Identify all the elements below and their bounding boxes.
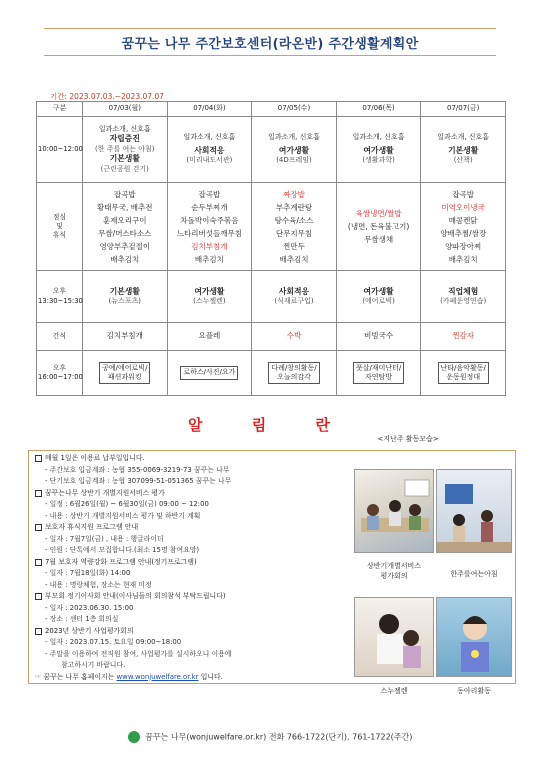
schedule-cell [336, 271, 421, 323]
menu-item: 배추김치 [194, 254, 224, 264]
notice-line: - 내용 : 명랑체험, 장소는 현재 미정 [45, 580, 152, 589]
checkbox-icon [35, 593, 42, 600]
page-title-text: 꿈꾸는 나무 주간보호센터(라온반) 주간생활계획안 [121, 36, 419, 52]
cell-line: (뉴스포츠) [108, 297, 142, 306]
checkbox-icon [35, 490, 42, 497]
cell-line: 풋살/재미난터/ [355, 363, 402, 372]
menu-item: 찐만두 [283, 241, 305, 251]
cell-line: 난타/음악활동/ [440, 363, 486, 372]
photo-morning-opening [436, 469, 512, 553]
checkbox-icon [35, 628, 42, 635]
cell-line: 기본생활 [109, 154, 140, 164]
row-label-line: 16:00~17:00 [38, 373, 83, 381]
col-header: 07/03(월) [83, 102, 168, 117]
cell-line: (생활과학) [362, 156, 395, 165]
notice-title: 알 림 란 [188, 416, 352, 434]
notice-line: - 일자 : 2023.07.15. 토요일 09:00~18:00 [45, 638, 182, 646]
snack-cell: 김치부침개 [83, 323, 168, 351]
cell-line: 여가생활 [363, 286, 394, 296]
menu-item: 훈제오리구이 [103, 215, 147, 225]
program-box [268, 362, 319, 385]
checkbox-icon [35, 455, 42, 462]
afternoon1-row [37, 271, 506, 323]
menu-item: 배추김치 [448, 254, 478, 264]
cell-line: (4D프레임) [276, 156, 312, 165]
photo-caption: 동아리활동 [457, 687, 491, 695]
col-header: 07/05(수) [252, 102, 337, 117]
notice-item-head: 부모회 정기이사회 안내(이사님들의 회의참석 부탁드립니다) [35, 591, 365, 603]
menu-cell [83, 183, 168, 271]
menu-cell [421, 183, 506, 271]
schedule-cell [252, 271, 337, 323]
program-cell [167, 351, 252, 396]
center-logo-icon [128, 731, 140, 743]
program-cell [83, 351, 168, 396]
notice-item-head: 매월 1일은 이용료 납부일입니다. [35, 453, 365, 465]
homepage-line: ☞ 꿈꾸는 나무 홈페이지는 www.wonjuwelfare.or.kr 입니다. [35, 672, 223, 681]
cell-line: (에어로빅) [362, 297, 395, 306]
notice-line: - 인원 : 단톡에서 모집합니다.(최소 15명 참여요망) [45, 546, 200, 554]
photo-caption: 스누젤렌 [380, 687, 408, 695]
menu-item: 배추김치 [110, 254, 140, 264]
notice-line: 참고하시기 바랍니다. [61, 661, 126, 669]
col-header: 07/04(화) [167, 102, 252, 117]
menu-item: 잡곡밥 [113, 189, 136, 199]
cell-line: (미리내도서관) [186, 156, 233, 165]
row-label: 간식 [37, 323, 83, 351]
cell-line: 패션과워킹 [107, 373, 142, 381]
notice-box [28, 450, 516, 695]
cell-line: (식재료구입) [274, 297, 314, 306]
menu-item: 미역오이냉국 [441, 202, 485, 212]
cell-line: 여가생활 [194, 286, 225, 296]
schedule-cell [83, 117, 168, 183]
photo-evaluation-meeting [354, 469, 434, 553]
notice-line: - 일정 : 6월26일(월) ~ 6월30일(금) 09:00 ~ 12:00 [45, 500, 209, 508]
page-title [44, 28, 496, 56]
cell-line: 일과소개, 신호흡 [268, 133, 320, 142]
program-cell [421, 351, 506, 396]
menu-item: 무쌈/머스타소스 [98, 228, 152, 238]
menu-item: (냉면, 돈육불고기) [347, 222, 410, 231]
row-label-line: 및 [56, 221, 63, 230]
morning-row [37, 117, 506, 183]
menu-item: 잡곡밥 [452, 189, 475, 199]
menu-item: 영양부추겉절이 [99, 241, 151, 251]
cell-line: 일과소개, 신호흡 [437, 133, 490, 142]
cell-line: 사회적응 [278, 286, 310, 296]
row-label [37, 271, 83, 323]
row-label: 10:00~12:00 [37, 117, 83, 183]
program-box [99, 362, 150, 385]
menu-item: 양파장아찌 [445, 241, 482, 251]
footer [0, 731, 540, 743]
schedule-cell [336, 117, 421, 183]
cell-line: 공예/에어로빅/ [102, 363, 148, 372]
notice-item-head: 꿈꾸는나무 상반기 개별지원서비스 평가 [35, 488, 365, 500]
row-label-line: 휴식 [52, 231, 67, 240]
menu-cell [167, 183, 252, 271]
cell-line: 오늘의감각 [277, 373, 311, 381]
row-label-line: 13:30~15:30 [38, 296, 83, 305]
cell-line: 일과소개, 신호흡 [352, 133, 405, 142]
menu-item: 매콤켄닭 [448, 215, 478, 225]
snack-row [37, 323, 506, 351]
menu-item: 단무지무침 [275, 228, 313, 238]
row-label [37, 183, 83, 271]
schedule-cell [421, 117, 506, 183]
photo-caption: 상반기개별서비스 평가회의 [366, 562, 422, 580]
snack-cell: 요플레 [167, 323, 252, 351]
menu-cell [336, 183, 421, 271]
menu-item: 육쌈냉면/쌀밥 [355, 209, 402, 218]
cell-line: (근린공원 걷기) [100, 164, 149, 173]
schedule-header-row [37, 102, 506, 117]
notice-line: - 주간보호 입금계좌 : 농협 355-0069-3219-73 꿈꾸는 나무 [45, 465, 230, 474]
menu-item: 부추계란탕 [275, 202, 313, 212]
cell-line: 운동원정대 [446, 373, 481, 381]
lunch-row [37, 183, 506, 271]
menu-item: 느타리버섯들깨무침 [176, 228, 242, 238]
notice-line: - 일자 : 7월7일(금) , 내용 : 행글라이더 [45, 534, 164, 543]
program-box [438, 362, 489, 385]
schedule-cell [421, 271, 506, 323]
snack-cell: 비빔국수 [336, 323, 421, 351]
menu-item: 배추김치 [279, 254, 309, 264]
schedule-period: 기간: 2023.07.03.~2023.07.07 [50, 92, 164, 101]
menu-item: 무쌈생채 [364, 235, 394, 244]
menu-item: 황태무국, 배추전 [97, 202, 153, 212]
cell-line: 일과소개, 신호흡 [98, 124, 151, 133]
weekly-schedule-table [36, 101, 506, 396]
menu-item: 짜장밥 [283, 189, 305, 199]
schedule-cell [167, 271, 252, 323]
col-header: 구분 [37, 102, 83, 117]
checkbox-icon [35, 524, 42, 531]
cell-line: 사회적응 [194, 145, 225, 155]
photo-caption: 한주를여는아침 [450, 570, 498, 578]
notice-line: - 단기보호 입금계좌 : 농협 307099-51-051365 꿈꾸는 나무 [45, 477, 232, 485]
row-label-line: 오후 [52, 363, 67, 372]
snack-cell: 수박 [252, 323, 337, 351]
afternoon2-row [37, 351, 506, 396]
col-header: 07/06(목) [336, 102, 421, 117]
menu-cell [252, 183, 337, 271]
notice-line: - 일자 : 7월18일(화) 14:00 [45, 569, 131, 577]
menu-item: 탕수육/소스 [274, 215, 314, 225]
cell-line: 기본생활 [109, 286, 140, 296]
menu-item: 김치부침개 [191, 241, 228, 251]
program-cell [336, 351, 421, 396]
notice-item-head: 보호자 휴식지원 프로그램 안내 [35, 522, 365, 534]
menu-item: 순두부찌개 [191, 202, 228, 212]
schedule-cell [83, 271, 168, 323]
notice-line: - 주말을 이용하여 전직원 참여, 사업평가를 실시하오니 이용에 [45, 649, 232, 658]
cell-line: 직업체험 [448, 286, 479, 296]
footer-text: 꿈꾸는 나무(wonjuwelfare.or.kr) 전화 766-1722(단기), 761-1722(주간) [145, 732, 413, 742]
program-cell [252, 351, 337, 396]
cell-line: (스누젤렌) [193, 297, 226, 306]
checkbox-icon [35, 559, 42, 566]
row-label-line: 점심 [52, 212, 67, 221]
snack-cell: 찐감자 [421, 323, 506, 351]
col-header: 07/07(금) [421, 102, 506, 117]
program-box [180, 366, 238, 379]
photos-title: <지난주 활동모습> [377, 435, 439, 443]
homepage-link[interactable]: www.wonjuwelfare.or.kr [116, 672, 199, 681]
notice-list [35, 453, 365, 683]
notice-item-head: 7월 보호자 역량강화 프로그램 안내(정기프로그램) [35, 557, 365, 569]
cell-line: 로하스/사진/요가 [183, 368, 236, 377]
cell-line: (산책) [453, 156, 473, 165]
schedule-cell [252, 117, 337, 183]
menu-item: 양배추찜/쌈장 [440, 228, 487, 238]
schedule-cell [167, 117, 252, 183]
cell-line: 기본생활 [448, 145, 479, 155]
cell-line: (카페운영연습) [440, 297, 487, 306]
cell-line: 자연탐방 [365, 373, 393, 381]
program-box [353, 362, 404, 385]
row-label [37, 351, 83, 396]
notice-line: - 내용 : 상반기 개별지원서비스 평가 및 하반기 계획 [45, 511, 201, 520]
cell-line: 여가생활 [363, 145, 394, 155]
notice-item-head: 2023년 상반기 사업평가회의 [35, 626, 365, 638]
menu-item: 차돌박이숙주볶음 [180, 215, 239, 225]
photo-club-activity [436, 597, 512, 677]
notice-line: - 장소 : 센터 1층 회의실 [45, 615, 119, 623]
cell-line: 다례/창의활동/ [271, 363, 317, 372]
cell-line: (한 주를 여는 아침) [95, 144, 155, 153]
pointing-hand-icon: ☞ [35, 672, 42, 681]
cell-line: 일과소개, 신호흡 [183, 133, 236, 142]
menu-item: 잡곡밥 [198, 189, 221, 199]
cell-line: 자립증진 [109, 134, 140, 144]
row-label-line: 오후 [52, 287, 67, 296]
cell-line: 여가생활 [278, 145, 310, 155]
photo-snoezelen [354, 597, 434, 677]
notice-line: - 일자 : 2023.06.30. 15:00 [45, 603, 134, 612]
